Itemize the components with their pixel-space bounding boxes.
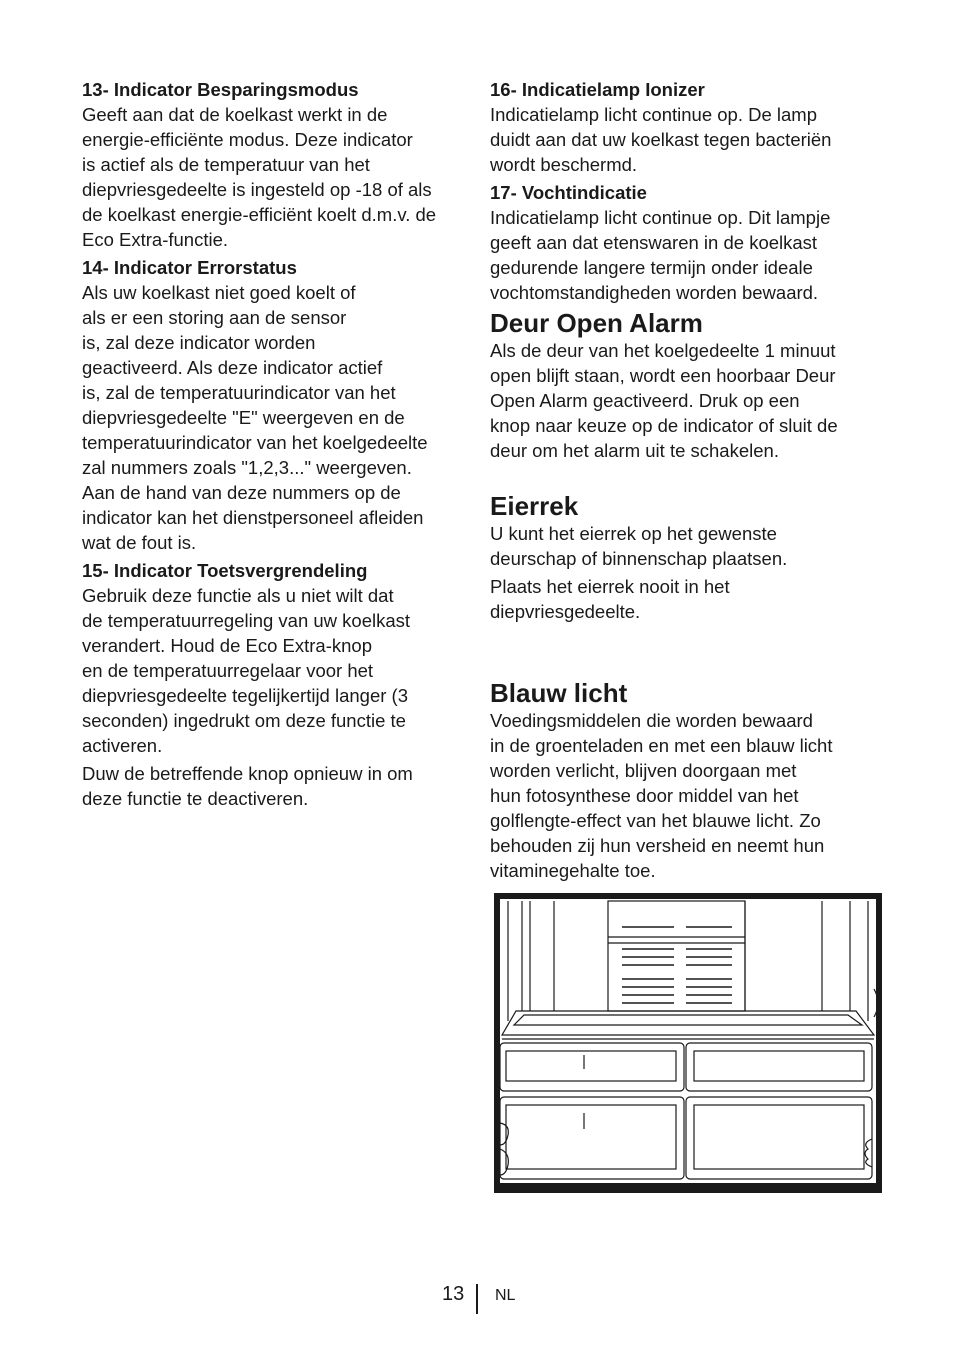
text-line: Duw de betreffende knop opnieuw in om (82, 763, 413, 784)
heading-14: 14- Indicator Errorstatus (82, 257, 297, 278)
footer-divider (476, 1284, 478, 1314)
heading-blue-light: Blauw licht (490, 678, 628, 708)
text-line: de temperatuurregeling van uw koelkast (82, 610, 411, 631)
right-column (490, 77, 880, 886)
text-line: golflengte-effect van het blauwe licht. Zo (490, 810, 821, 831)
page-number: 13 (442, 1283, 465, 1305)
text-line: diepvriesgedeelte tegelijkertijd langer (3 (82, 685, 408, 706)
text-line: zal nummers zoals "1,2,3..." weergeven. (82, 457, 412, 478)
paragraph-14 (82, 280, 472, 555)
heading-17: 17- Vochtindicatie (490, 182, 647, 203)
text-line: Eco Extra-functie. (82, 229, 229, 250)
text-line: vochtomstandigheden worden bewaard. (490, 282, 819, 303)
text-line: seconden) ingedrukt om deze functie te (82, 710, 406, 731)
paragraph-blue-light (490, 708, 880, 883)
paragraph-13 (82, 102, 472, 252)
text-line: deze functie te deactiveren. (82, 788, 309, 809)
paragraph-17 (490, 205, 880, 305)
text-line: Voedingsmiddelen die worden bewaard (490, 710, 813, 731)
text-line: verandert. Houd de Eco Extra-knop (82, 635, 372, 656)
text-line: activeren. (82, 735, 163, 756)
paragraph-16 (490, 102, 880, 177)
heading-door-alarm: Deur Open Alarm (490, 308, 703, 338)
paragraph-egg-rack (490, 521, 880, 571)
page-footer (0, 1281, 954, 1313)
text-line: in de groenteladen en met een blauw licht (490, 735, 833, 756)
paragraph-15b (82, 761, 472, 811)
text-line: Als de deur van het koelgedeelte 1 minuut (490, 340, 836, 361)
text-line: is, zal de temperatuurindicator van het (82, 382, 396, 403)
text-line: Open Alarm geactiveerd. Druk op een (490, 390, 800, 411)
text-line: deurschap of binnenschap plaatsen. (490, 548, 788, 569)
text-line: temperatuurindicator van het koelgedeelte (82, 432, 428, 453)
text-line: diepvriesgedeelte "E" weergeven en de (82, 407, 405, 428)
text-line: diepvriesgedeelte. (490, 601, 641, 622)
text-line: is actief als de temperatuur van het (82, 154, 370, 175)
language-code: NL (495, 1287, 516, 1304)
text-line: vitaminegehalte toe. (490, 860, 656, 881)
paragraph-15 (82, 583, 472, 758)
heading-egg-rack: Eierrek (490, 491, 579, 521)
paragraph-egg-rack-b (490, 574, 880, 624)
text-line: Indicatielamp licht continue op. De lamp (490, 104, 818, 125)
text-line: geactiveerd. Als deze indicator actief (82, 357, 383, 378)
text-line: Als uw koelkast niet goed koelt of (82, 282, 356, 303)
text-line: wat de fout is. (82, 532, 197, 553)
left-column (82, 77, 472, 814)
heading-13: 13- Indicator Besparingsmodus (82, 79, 359, 100)
text-line: knop naar keuze op de indicator of sluit de (490, 415, 838, 436)
text-line: geeft aan dat etenswaren in de koelkast (490, 232, 818, 253)
text-line: behouden zij hun versheid en neemt hun (490, 835, 825, 856)
text-line: Gebruik deze functie als u niet wilt dat (82, 585, 394, 606)
text-line: Indicatielamp licht continue op. Dit lampje (490, 207, 831, 228)
text-line: gedurende langere termijn onder ideale (490, 257, 813, 278)
text-line: als er een storing aan de sensor (82, 307, 347, 328)
text-line: hun fotosynthese door middel van het (490, 785, 799, 806)
text-line: worden verlicht, blijven doorgaan met (490, 760, 797, 781)
text-line: Geeft aan dat de koelkast werkt in de (82, 104, 388, 125)
text-line: energie-efficiënte modus. Deze indicator (82, 129, 413, 150)
text-line: open blijft staan, wordt een hoorbaar Deur (490, 365, 836, 386)
paragraph-door-alarm (490, 338, 880, 463)
text-line: diepvriesgedeelte is ingesteld op -18 of als (82, 179, 432, 200)
text-line: wordt beschermd. (490, 154, 638, 175)
text-line: duidt aan dat uw koelkast tegen bacteriën (490, 129, 832, 150)
text-line: indicator kan het dienstpersoneel afleiden (82, 507, 424, 528)
text-line: U kunt het eierrek op het gewenste (490, 523, 777, 544)
heading-16: 16- Indicatielamp Ionizer (490, 79, 705, 100)
text-line: Aan de hand van deze nummers op de (82, 482, 401, 503)
text-line: deur om het alarm uit te schakelen. (490, 440, 779, 461)
text-line: de koelkast energie-efficiënt koelt d.m.v. de (82, 204, 437, 225)
heading-15: 15- Indicator Toetsvergrendeling (82, 560, 368, 581)
text-line: Plaats het eierrek nooit in het (490, 576, 730, 597)
text-line: en de temperatuurregelaar voor het (82, 660, 374, 681)
fridge-interior-illustration (494, 893, 882, 1193)
text-line: is, zal deze indicator worden (82, 332, 316, 353)
